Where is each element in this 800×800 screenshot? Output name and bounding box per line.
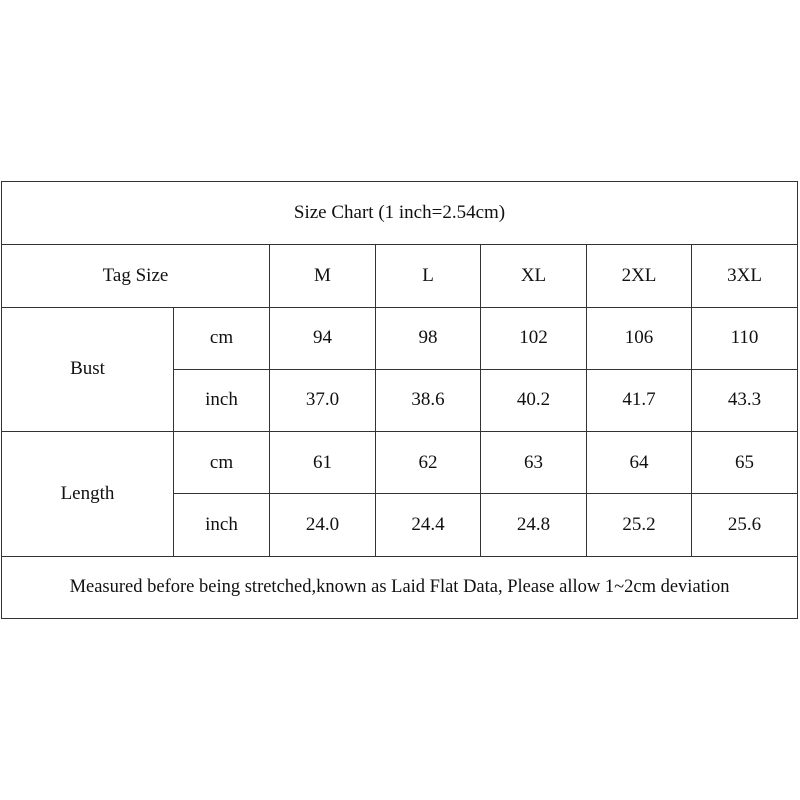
unit-label: inch: [174, 369, 270, 431]
size-header-l: L: [376, 245, 481, 307]
unit-label: inch: [174, 494, 270, 556]
unit-label: cm: [174, 307, 270, 369]
chart-title: Size Chart (1 inch=2.54cm): [2, 182, 798, 245]
value-cell: 41.7: [587, 369, 692, 431]
tag-size-label: Tag Size: [2, 245, 270, 307]
note-row: [2, 556, 798, 618]
size-header-3xl: 3XL: [692, 245, 798, 307]
value-cell: 64: [587, 432, 692, 494]
size-chart-table: [1, 181, 798, 619]
value-cell: 61: [270, 432, 376, 494]
unit-label: cm: [174, 432, 270, 494]
value-cell: 98: [376, 307, 481, 369]
value-cell: 25.2: [587, 494, 692, 556]
size-header-xl: XL: [481, 245, 587, 307]
bust-label: Bust: [2, 307, 174, 432]
length-label: Length: [2, 432, 174, 557]
value-cell: 94: [270, 307, 376, 369]
value-cell: 62: [376, 432, 481, 494]
size-header-m: M: [270, 245, 376, 307]
value-cell: 63: [481, 432, 587, 494]
title-row: [2, 182, 798, 245]
value-cell: 24.0: [270, 494, 376, 556]
value-cell: 102: [481, 307, 587, 369]
value-cell: 106: [587, 307, 692, 369]
value-cell: 40.2: [481, 369, 587, 431]
header-row: [2, 245, 798, 307]
bust-cm-row: [2, 307, 798, 369]
value-cell: 37.0: [270, 369, 376, 431]
value-cell: 24.4: [376, 494, 481, 556]
value-cell: 38.6: [376, 369, 481, 431]
measurement-note: Measured before being stretched,known as Laid Flat Data, Please allow 1~2cm deviation: [2, 556, 798, 618]
size-header-2xl: 2XL: [587, 245, 692, 307]
value-cell: 24.8: [481, 494, 587, 556]
value-cell: 25.6: [692, 494, 798, 556]
length-cm-row: [2, 432, 798, 494]
value-cell: 65: [692, 432, 798, 494]
value-cell: 43.3: [692, 369, 798, 431]
value-cell: 110: [692, 307, 798, 369]
